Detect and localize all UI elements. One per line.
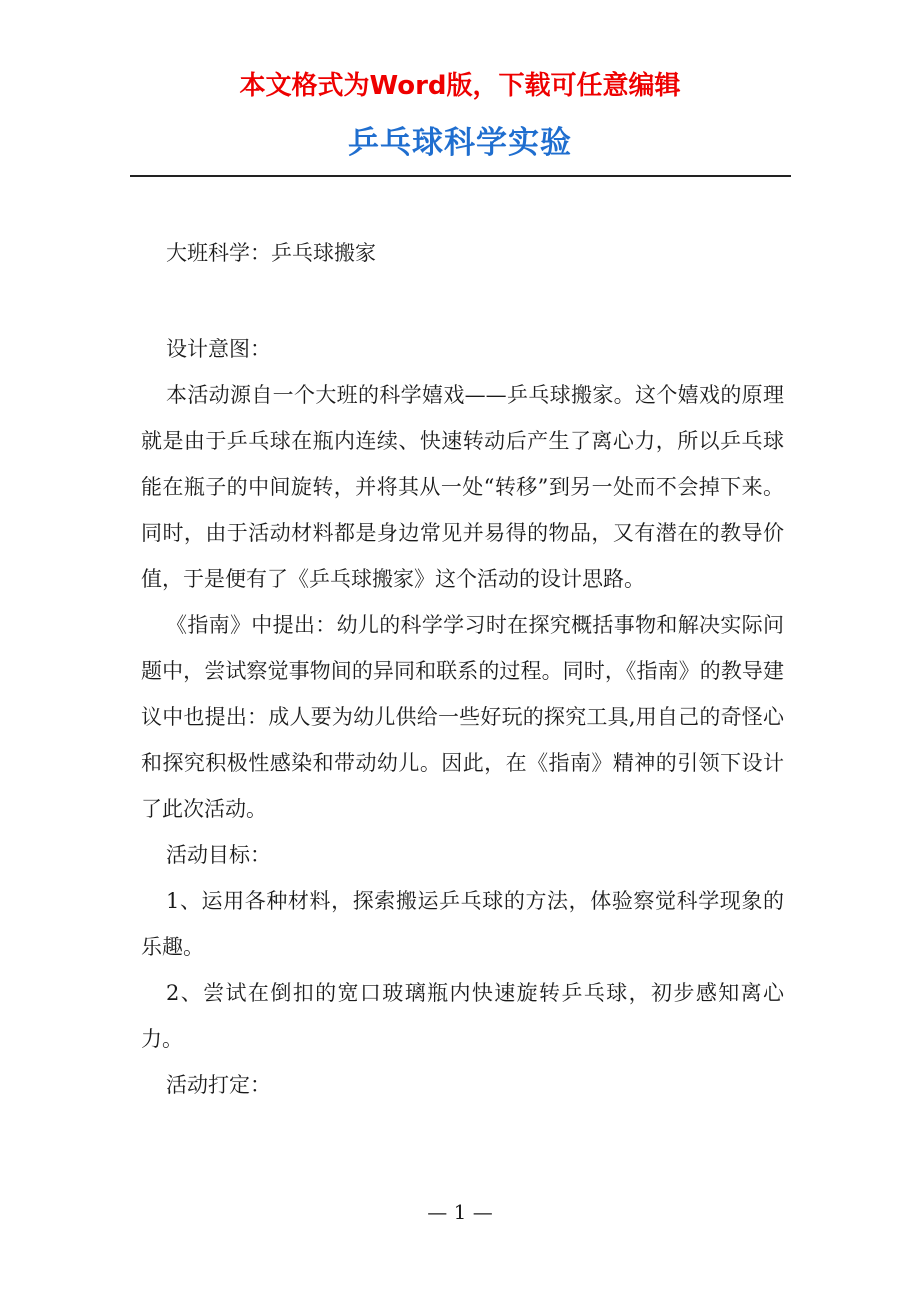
document-title: 乒乓球科学实验 [348,125,572,161]
paragraph-goal-2: 2、尝试在倒扣的宽口玻璃瓶内快速旋转乒乓球，初步感知离心力。 [141,981,784,1051]
section-subtitle: 大班科学：乒乓球搬家 [166,241,376,265]
paragraph-goal-1: 1、运用各种材料，探索搬运乒乓球的方法，体验察觉科学现象的乐趣。 [141,889,784,959]
paragraph-design-intent-heading: 设计意图： [166,337,271,361]
header-divider [130,175,791,177]
word-format-banner: 本文格式为Word版，下载可任意编辑 [239,71,681,101]
paragraph-preparation-heading: 活动打定： [166,1073,271,1097]
paragraph-goals-heading: 活动目标： [166,843,271,867]
paragraph-design-intent: 本活动源自一个大班的科学嬉戏——乒乓球搬家。这个嬉戏的原理就是由于乒乓球在瓶内连续、快速转动后产生了离心力，所以乒乓球能在瓶子的中间旋转，并将其从一处“转移”到另一处而不会掉下来。同时，由于活动材料都是身边常见并易得的物品，又有潜在的教导价值，于是便有了《乒乓球搬家》这个活动的设计思路。 [141,383,784,591]
document-body [141,326,784,1108]
page-number: — 1 — [427,1200,493,1224]
paragraph-guideline: 《指南》中提出：幼儿的科学学习时在探究概括事物和解决实际问题中，尝试察觉事物间的异同和联系的过程。同时，《指南》的教导建议中也提出：成人要为幼儿供给一些好玩的探究工具,用自己的奇怪心和探究积极性感染和带动幼儿。因此，在《指南》精神的引领下设计了此次活动。 [141,613,784,821]
